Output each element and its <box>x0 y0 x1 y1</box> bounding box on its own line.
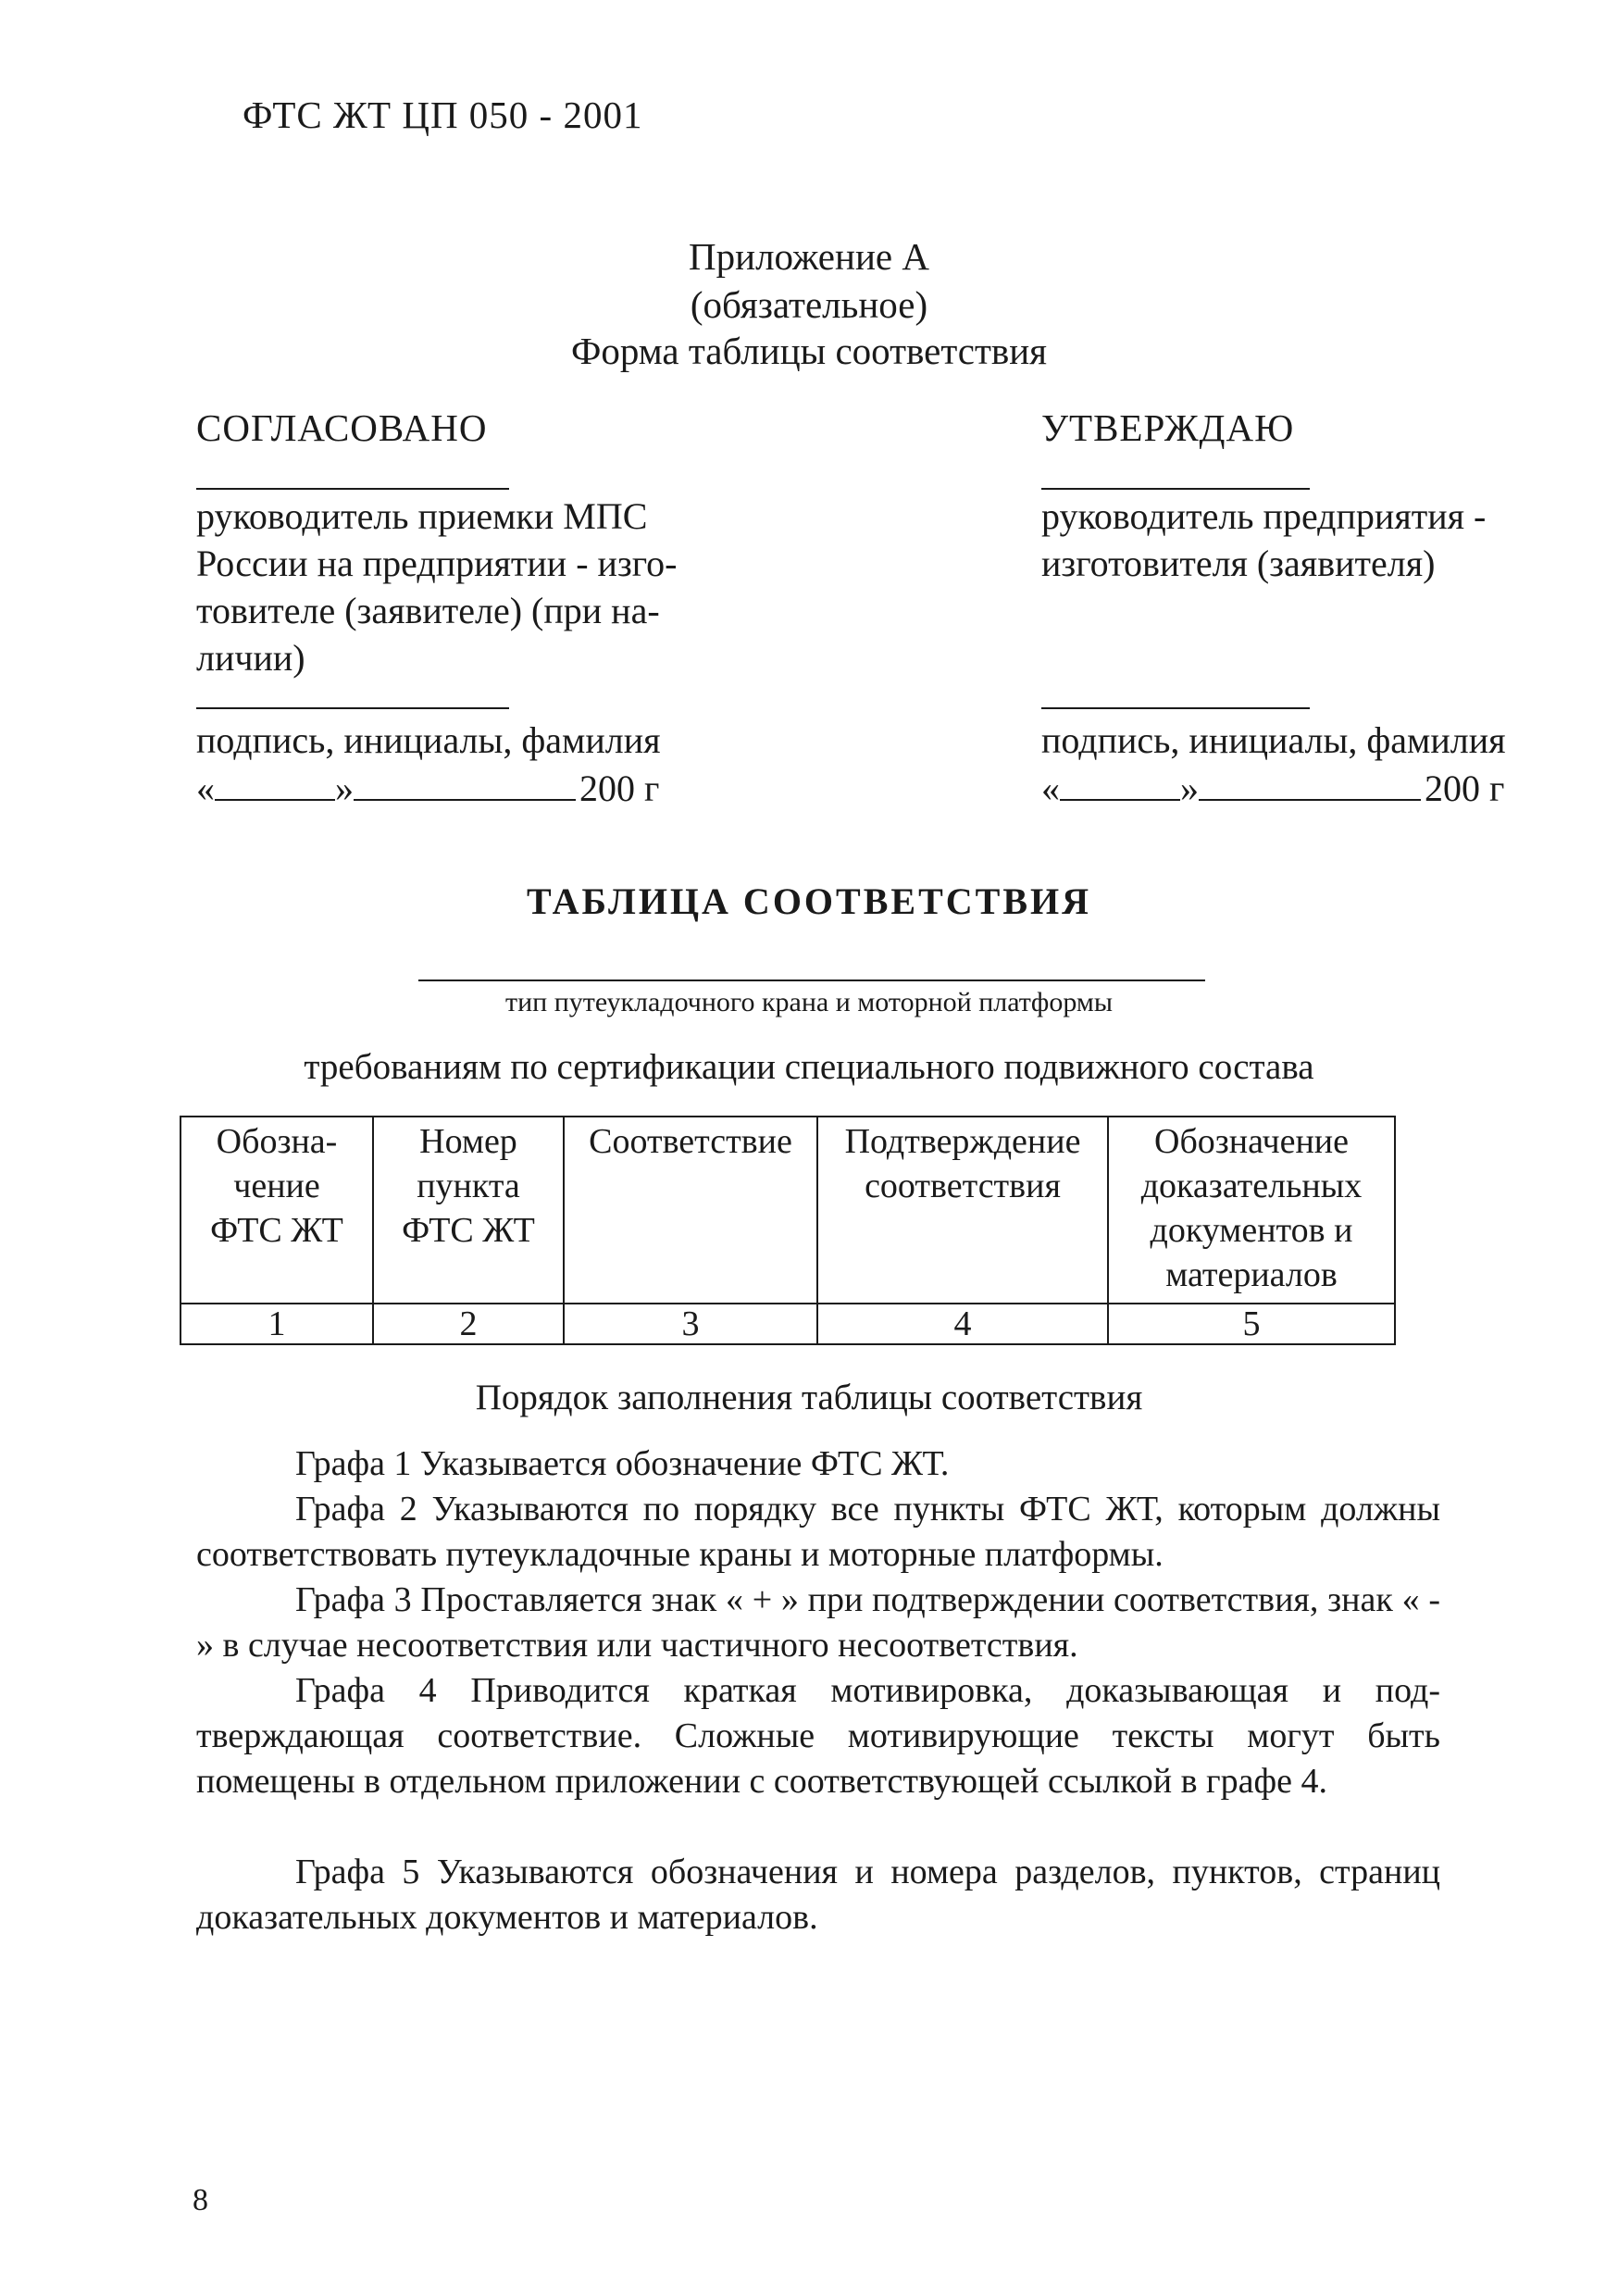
signature-line <box>1041 488 1310 490</box>
approver-position-right: руководитель предприятия - изготовителя (заявителя) <box>1041 495 1487 584</box>
approval-stamp-agreed: СОГЛАСОВАНО <box>196 406 488 449</box>
fill-order-title: Порядок заполнения таблицы соответствия <box>475 1378 1143 1417</box>
signature-caption-right: подпись, инициалы, фамилия <box>1041 719 1506 761</box>
conformity-table <box>180 1116 1396 1345</box>
month-blank <box>354 766 576 801</box>
date-row-right <box>1041 765 1560 812</box>
signature-line <box>196 707 509 709</box>
approval-stamp-approve: УТВЕРЖДАЮ <box>1041 406 1295 449</box>
fill-paragraph: Графа 4 Приводится краткая мотивировка, доказывающая и под-тверждающая соответствие. Сложные мотивирующие тексты могут быть помещены в отдельном приложении с соответствующей ссылкой в графе 4. <box>196 1671 1440 1801</box>
requirements-line: требованиям по сертификации специального подвижного состава <box>304 1047 1314 1087</box>
page-number: 8 <box>193 2183 208 2217</box>
year-text: 200 г <box>579 767 660 809</box>
main-title: ТАБЛИЦА СООТВЕТСТВИЯ <box>526 880 1092 922</box>
appendix-kind: (обязательное) <box>690 283 928 326</box>
fill-paragraph: Графа 1 Указывается обозначение ФТС ЖТ. <box>295 1444 950 1483</box>
date-row-left <box>196 765 733 812</box>
signature-line <box>196 488 509 490</box>
table-header-cell: Обозна- чение ФТС ЖТ <box>180 1117 373 1304</box>
column-number: 3 <box>564 1304 817 1344</box>
column-number: 2 <box>373 1304 564 1344</box>
fill-paragraph: Графа 5 Указываются обозначения и номера разделов, пунктов, страниц доказательных документов и материалов. <box>196 1853 1440 1937</box>
type-caption: тип путеукладочного крана и моторной платформы <box>504 987 1114 1017</box>
table-header-cell: Номер пункта ФТС ЖТ <box>373 1117 564 1304</box>
column-number: 1 <box>180 1304 373 1344</box>
table-header-row <box>180 1117 1395 1304</box>
year-text: 200 г <box>1425 767 1505 809</box>
table-header-cell: Обозначение доказательных документов и материалов <box>1108 1117 1395 1304</box>
column-number: 5 <box>1108 1304 1395 1344</box>
day-blank <box>1060 766 1180 801</box>
signature-caption-left: подпись, инициалы, фамилия <box>196 719 661 761</box>
form-title: Форма таблицы соответствия <box>570 330 1048 372</box>
month-blank <box>1199 766 1421 801</box>
appendix-title: Приложение А <box>689 235 929 278</box>
fill-paragraph: Графа 3 Проставляется знак « + » при подтверждении соответствия, знак « - » в случае несоответствия или частичного несоответствия. <box>196 1580 1440 1665</box>
date-quote-open: « <box>196 767 215 809</box>
table-header-cell: Подтверждение соответствия <box>817 1117 1108 1304</box>
date-quote-close: » <box>1180 767 1199 809</box>
type-fill-line <box>418 980 1205 981</box>
approver-position-left: руководитель приемки МПС России на предприятии - изго- товителе (заявителе) (при на- личии) <box>196 495 678 679</box>
date-quote-open: « <box>1041 767 1060 809</box>
document-code: ФТС ЖТ ЦП 050 - 2001 <box>243 94 643 136</box>
signature-line <box>1041 707 1310 709</box>
table-number-row <box>180 1304 1395 1344</box>
table-header-cell: Соответствие <box>564 1117 817 1304</box>
date-quote-close: » <box>335 767 354 809</box>
fill-paragraph: Графа 2 Указываются по порядку все пункты ФТС ЖТ, которым должны соответствовать путеукладочные краны и моторные платформы. <box>196 1490 1440 1574</box>
day-blank <box>215 766 335 801</box>
column-number: 4 <box>817 1304 1108 1344</box>
